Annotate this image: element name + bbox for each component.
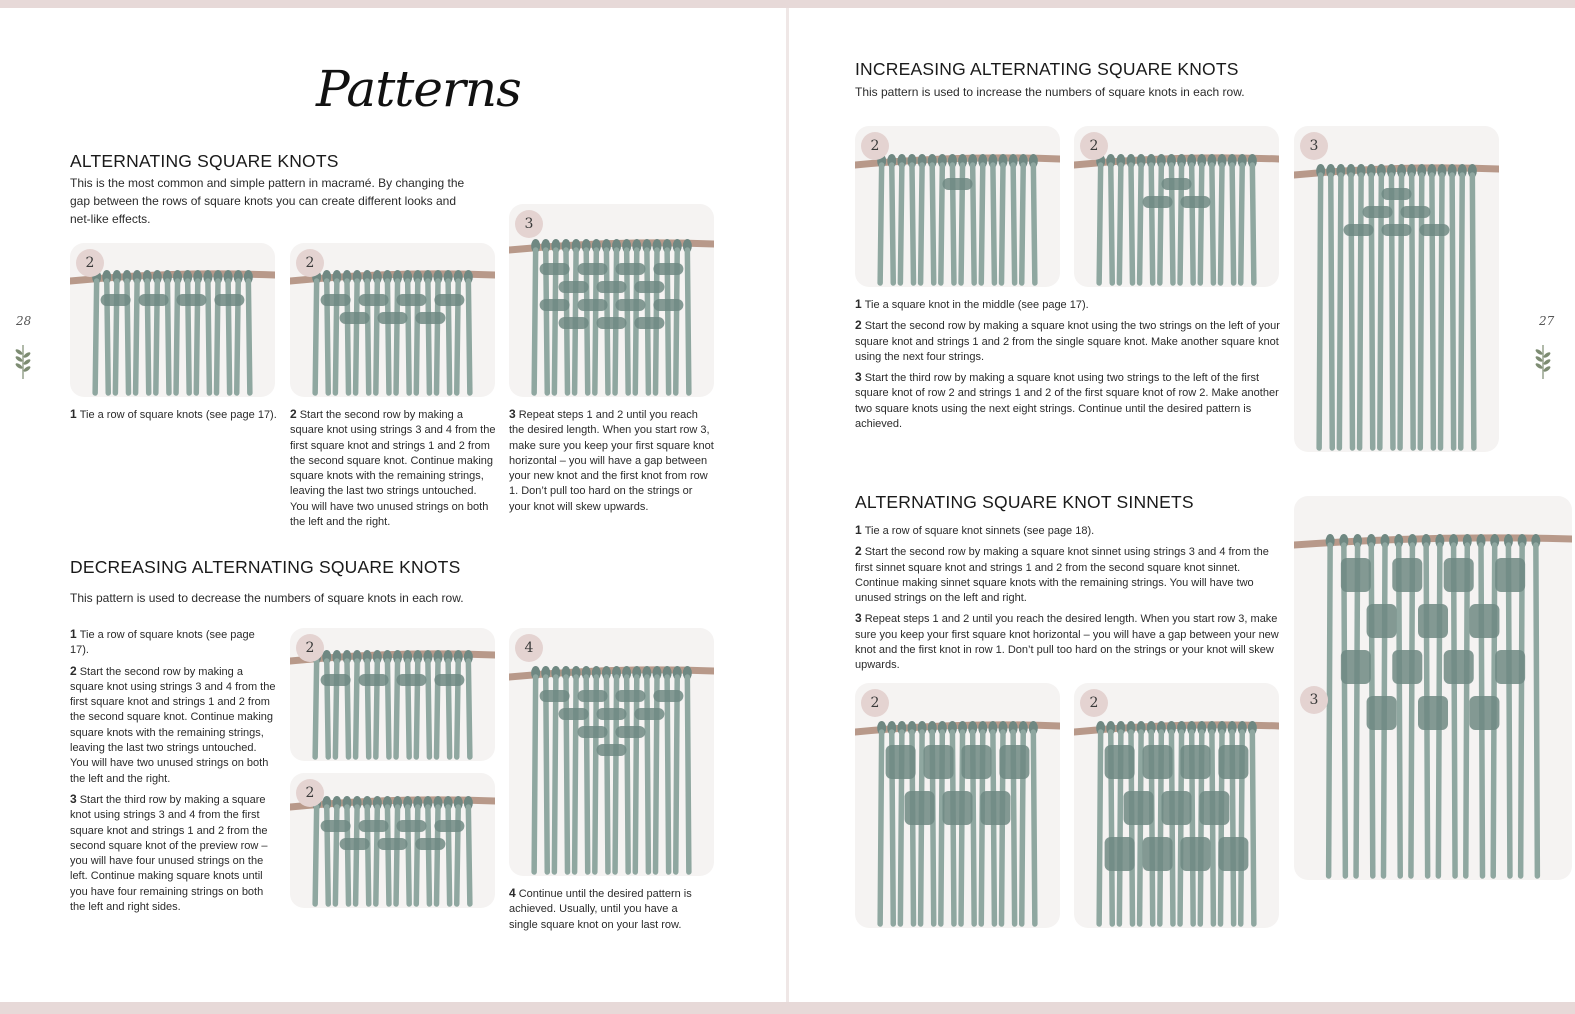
step-photo: [1294, 126, 1499, 452]
step-description: Tie a row of square knot sinnets (see page 18).: [864, 525, 1095, 537]
step-badge: 3: [1300, 132, 1328, 160]
section-heading-alternating: ALTERNATING SQUARE KNOTS: [70, 151, 339, 171]
step-description: Tie a row of square knots (see page 17).: [70, 629, 255, 657]
macrame-illustration: [509, 628, 714, 876]
step-number: 3: [855, 370, 862, 385]
step-photo: [1074, 126, 1279, 287]
step-number: 3: [855, 611, 862, 626]
step-text-list: [70, 627, 276, 920]
step-photo: [290, 243, 495, 397]
section-heading-decreasing: DECREASING ALTERNATING SQUARE KNOTS: [70, 557, 461, 577]
step-photo: [1294, 496, 1572, 880]
step-description: Start the second row by making a square knot using the two strings on the left of your square knot and strings 1 and 2 from the single square knot. Make another square knot using the next four strings.: [855, 320, 1280, 363]
step-number: 1: [70, 407, 77, 421]
step-number: 3: [70, 791, 77, 806]
macrame-illustration: [1294, 126, 1499, 452]
step-text: [290, 407, 496, 535]
step-description: Start the second row by making a square knot sinnet using strings 3 and 4 from the first sinnet square knot and strings 1 and 2 from the second square knot sinnet. Continue making sinnet square knots with the remaining strings. You will have two unused strings on the left and right.: [855, 546, 1269, 605]
step-photo: [70, 243, 275, 397]
step-photo: [509, 204, 714, 397]
step-description: Start the third row by making a square knot using strings 3 and 4 from the first square knot and strings 1 and 2 from the second square knot of the preview row – you will have four unused strings on the left. Continue making square knots until you have four remaining strings on both the left and right sides.: [70, 793, 268, 914]
macrame-illustration: [1074, 683, 1279, 928]
step-text: [509, 886, 709, 938]
step-number: 1: [855, 523, 862, 537]
step-number: 2: [855, 318, 862, 333]
step-badge: 2: [1080, 132, 1108, 160]
step-text: [70, 407, 280, 428]
right-page: [789, 8, 1575, 1002]
step-description: Tie a row of square knots (see page 17).: [79, 409, 277, 421]
step-number: 1: [70, 627, 77, 641]
step-photo: [855, 126, 1060, 287]
leaf-icon: [1532, 342, 1554, 385]
step-photo: [290, 773, 495, 908]
step-description: Start the second row by making a square knot using strings 3 and 4 from the first square knot and strings 1 and 2 from the second square knot. Continue making square knots with the remaining strings, leaving the last two strings untouched. You will have two unused strings on both the left and the right.: [290, 409, 496, 529]
step-photo: [1074, 683, 1279, 928]
section-heading-increasing: INCREASING ALTERNATING SQUARE KNOTS: [855, 59, 1239, 79]
step-badge: 2: [296, 779, 324, 807]
page-number: 28: [16, 314, 32, 328]
step-badge: 3: [515, 210, 543, 238]
step-description: Repeat steps 1 and 2 until you reach the desired length. When you start row 3, make sure you keep your first square knot horizontal – you will have a gap between your new knot and the first knot from row 1. Don’t pull too hard on the strings or your knot will skew upwards.: [509, 409, 714, 513]
step-description: Start the third row by making a square knot using two strings to the left of the first square knot of row 2 and strings 1 and 2 of the first square knot of row 2. Make another two square knots using the next eight strings. Continue until the desired pattern is achieved.: [855, 372, 1279, 431]
section-intro-alternating: This is the most common and simple pattern in macramé. By changing the gap between the rows of square knots you can create different looks and net-like effects.: [70, 176, 465, 226]
step-text-list: [855, 523, 1283, 679]
step-description: Start the second row by making a square knot using strings 3 and 4 from the first square knot and strings 1 and 2 from the second square knot. Continue making square knots with the remaining strings, leaving the last two strings untouched. You will have two unused strings on both the left and the right.: [70, 665, 276, 785]
step-text-list: [855, 297, 1283, 437]
left-page: [0, 8, 786, 1002]
step-photo: [855, 683, 1060, 928]
step-text: [509, 407, 714, 520]
section-intro-increasing: This pattern is used to increase the numbers of square knots in each row.: [855, 85, 1245, 99]
step-number: 2: [855, 544, 862, 559]
step-description: Tie a square knot in the middle (see page 17).: [864, 299, 1089, 311]
step-photo: [290, 628, 495, 761]
step-badge: 3: [1300, 686, 1328, 714]
page-title: Patterns: [316, 60, 521, 118]
step-badge: 2: [1080, 689, 1108, 717]
macrame-illustration: [855, 683, 1060, 928]
step-number: 4: [509, 886, 516, 900]
step-badge: 2: [861, 689, 889, 717]
step-photo: [509, 628, 714, 876]
step-number: 2: [70, 663, 77, 678]
step-number: 3: [509, 407, 516, 421]
section-intro-decreasing: This pattern is used to decrease the numbers of square knots in each row.: [70, 591, 464, 605]
step-badge: 2: [76, 249, 104, 277]
macrame-illustration: [1294, 496, 1572, 880]
step-description: Repeat steps 1 and 2 until you reach the desired length. When you start row 3, make sure you keep your first square knot horizontal – you will have a gap between your new knot and the first knot in row 1. Don’t pull too hard on the strings or your knot will skew upwards.: [855, 613, 1279, 672]
step-number: 1: [855, 297, 862, 311]
page-number: 27: [1539, 314, 1555, 328]
step-number: 2: [290, 407, 297, 421]
step-badge: 2: [296, 249, 324, 277]
section-heading-sinnets: ALTERNATING SQUARE KNOT SINNETS: [855, 492, 1194, 512]
step-description: Continue until the desired pattern is achieved. Usually, until you have a single square knot on your last row.: [509, 888, 692, 931]
step-badge: 2: [296, 634, 324, 662]
step-badge: 2: [861, 132, 889, 160]
leaf-icon: [12, 342, 34, 385]
step-badge: 4: [515, 634, 543, 662]
